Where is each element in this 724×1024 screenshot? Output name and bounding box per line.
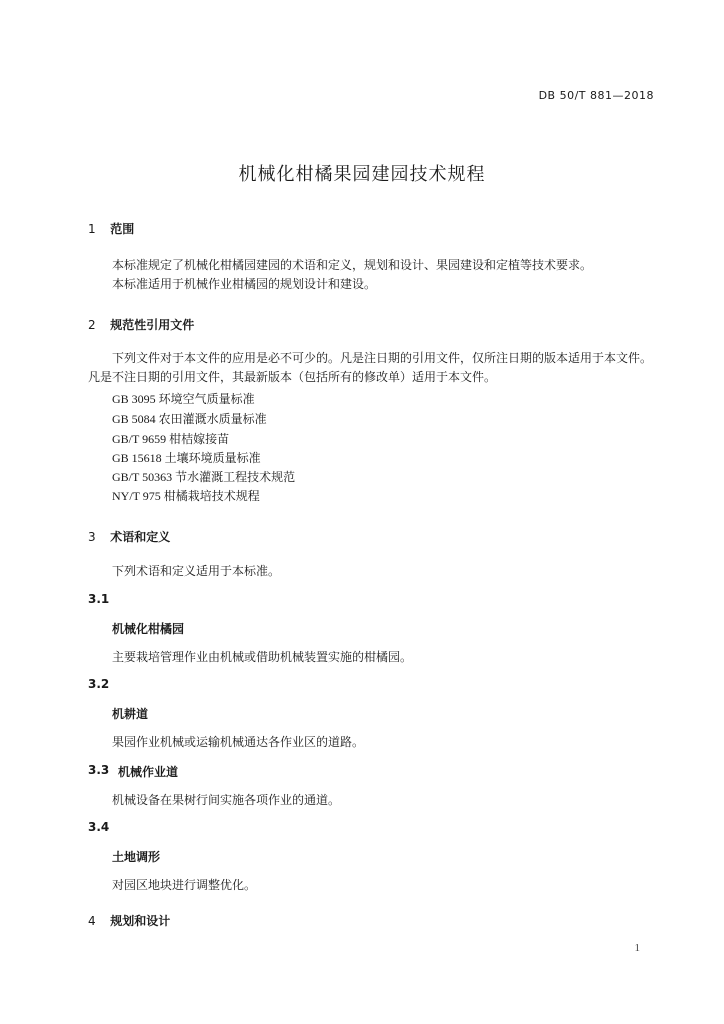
reference-item: GB 3095 环境空气质量标准 [112,392,255,406]
term-definition: 对园区地块进行调整优化。 [112,878,257,892]
section-3-heading [88,528,170,545]
term-name: 机械化柑橘园 [112,622,185,636]
reference-item: GB/T 50363 节水灌溉工程技术规范 [112,470,296,484]
section-2-heading [88,316,194,333]
reference-item: NY/T 975 柑橘栽培技术规程 [112,489,260,503]
section-title: 规划和设计 [110,914,171,928]
section-number: 3 [88,530,96,544]
section-3-paragraph-1: 下列术语和定义适用于本标准。 [112,564,281,578]
section-4-heading [88,912,170,929]
section-title: 规范性引用文件 [110,318,195,332]
section-number: 1 [88,222,96,236]
term-number: 3.4 [88,820,110,834]
section-1-paragraph-1: 本标准规定了机械化柑橘园建园的术语和定义，规划和设计、果园建设和定植等技术要求。 [112,258,593,272]
term-number: 3.1 [88,592,110,606]
term-name: 土地调形 [112,850,161,864]
term-definition: 果园作业机械或运输机械通达各作业区的道路。 [112,735,365,749]
term-definition: 机械设备在果树行间实施各项作业的通道。 [112,793,341,807]
section-1-paragraph-2: 本标准适用于机械作业柑橘园的规划设计和建设。 [112,277,377,291]
document-title: 机械化柑橘果园建园技术规程 [238,164,486,185]
reference-item: GB 5084 农田灌溉水质量标准 [112,412,267,426]
term-number: 3.2 [88,677,110,691]
term-name: 机耕道 [112,707,149,721]
page-number: 1 [634,942,640,954]
reference-item: GB/T 9659 柑桔嫁接苗 [112,432,230,446]
section-number: 2 [88,318,96,332]
term-definition: 主要栽培管理作业由机械或借助机械装置实施的柑橘园。 [112,650,413,664]
term-number: 3.3 [88,763,110,777]
section-number: 4 [88,914,96,928]
section-1-heading [88,220,134,237]
section-2-paragraph-1: 下列文件对于本文件的应用是必不可少的。凡是注日期的引用文件，仅所注日期的版本适用于本文件。凡是不注日期的引用文件，其最新版本（包括所有的修改单）适用于本文件。 [88,351,653,384]
section-title: 范围 [110,222,135,236]
reference-item: GB 15618 土壤环境质量标准 [112,451,261,465]
standard-number: DB 50/T 881—2018 [538,89,654,102]
term-name: 机械作业道 [118,765,179,779]
section-title: 术语和定义 [110,530,171,544]
